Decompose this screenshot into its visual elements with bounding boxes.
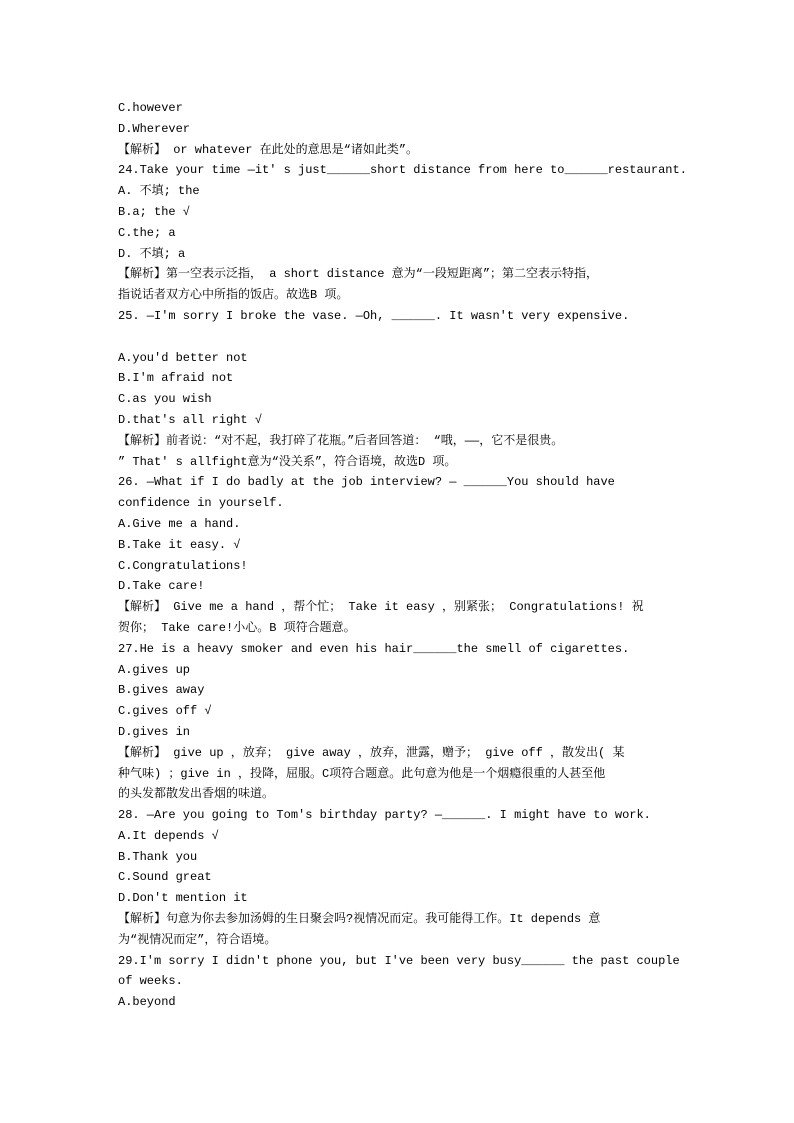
analysis-line: 【解析】 give up ，放弃； give away ，放弃，泄露，赠予； give off ，散发出( 某 — [118, 745, 625, 760]
text-line: 的头发都散发出香烟的味道。 — [118, 787, 275, 802]
text-line: 28. —Are you going to Tom's birthday party? —______. I might have to work. — [118, 808, 651, 823]
text-line: B.I'm afraid not — [118, 371, 234, 386]
text-line: 贺你； Take care!小心。B 项符合题意。 — [118, 620, 356, 635]
text-line: B.gives away — [118, 683, 205, 698]
analysis-line: 【解析】 or whatever 在此处的意思是“诸如此类”。 — [118, 142, 419, 157]
text-line: A.Give me a hand. — [118, 516, 241, 531]
text-line: A. 不填; the — [118, 184, 200, 199]
text-line: B.Take it easy. √ — [118, 537, 241, 552]
text-line: D.gives in — [118, 724, 191, 739]
analysis-line: 【解析】句意为你去参加汤姆的生日聚会吗?视情况而定。我可能得工作。It depends 意 — [118, 912, 601, 927]
document-page — [118, 100, 698, 1015]
analysis-line: 【解析】前者说：“对不起，我打碎了花瓶。”后者回答道： “哦，——，它不是很贵。 — [118, 433, 564, 448]
text-line: 24.Take your time —it' s just______short distance from here to______restaurant. — [118, 163, 687, 178]
text-line: C.as you wish — [118, 392, 212, 407]
analysis-line: 【解析】 Give me a hand ，帮个忙； Take it easy ，别紧张； Congratulations! 祝 — [118, 600, 644, 615]
text-line: A.It depends √ — [118, 828, 219, 843]
text-line: A.you'd better not — [118, 350, 248, 365]
text-line: D. 不填; a — [118, 246, 186, 261]
text-line: ” That' s allfight意为“没关系”，符合语境，故选D 项。 — [118, 454, 457, 469]
text-line: of weeks. — [118, 974, 183, 989]
text-line: 25. —I'm sorry I broke the vase. —Oh, ______. It wasn't very expensive. — [118, 308, 630, 323]
text-line: confidence in yourself. — [118, 496, 284, 511]
text-line: 27.He is a heavy smoker and even his hair______the smell of cigarettes. — [118, 641, 630, 656]
text-line: 指说话者双方心中所指的饭店。故选B 项。 — [118, 288, 349, 303]
text-line: D.Don't mention it — [118, 891, 248, 906]
text-line: 为“视情况而定”，符合语境。 — [118, 932, 277, 947]
text-line: A.beyond — [118, 995, 176, 1010]
text-line: B.Thank you — [118, 849, 198, 864]
text-line: C.Congratulations! — [118, 558, 248, 573]
text-line: D.that's all right √ — [118, 412, 263, 427]
text-line: C.Sound great — [118, 870, 212, 885]
text-line: 26. —What if I do badly at the job interview? — ______You should have — [118, 475, 615, 490]
text-line — [118, 329, 698, 350]
text-line: B.a; the √ — [118, 204, 191, 219]
text-line: A.gives up — [118, 662, 191, 677]
text-line: D.Take care! — [118, 579, 205, 594]
text-line: D.Wherever — [118, 121, 191, 136]
text-line: 29.I'm sorry I didn't phone you, but I've been very busy______ the past couple — [118, 953, 680, 968]
text-line: 种气味) ；give in ，投降，屈服。C项符合题意。此句意为他是一个烟瘾很重的人甚至他 — [118, 766, 606, 781]
text-line: C.gives off √ — [118, 704, 212, 719]
text-line: C.the; a — [118, 225, 176, 240]
text-line: C.however — [118, 101, 183, 115]
analysis-line: 【解析】第一空表示泛指， a short distance 意为“一段短距离”；第二空表示特指， — [118, 267, 599, 282]
